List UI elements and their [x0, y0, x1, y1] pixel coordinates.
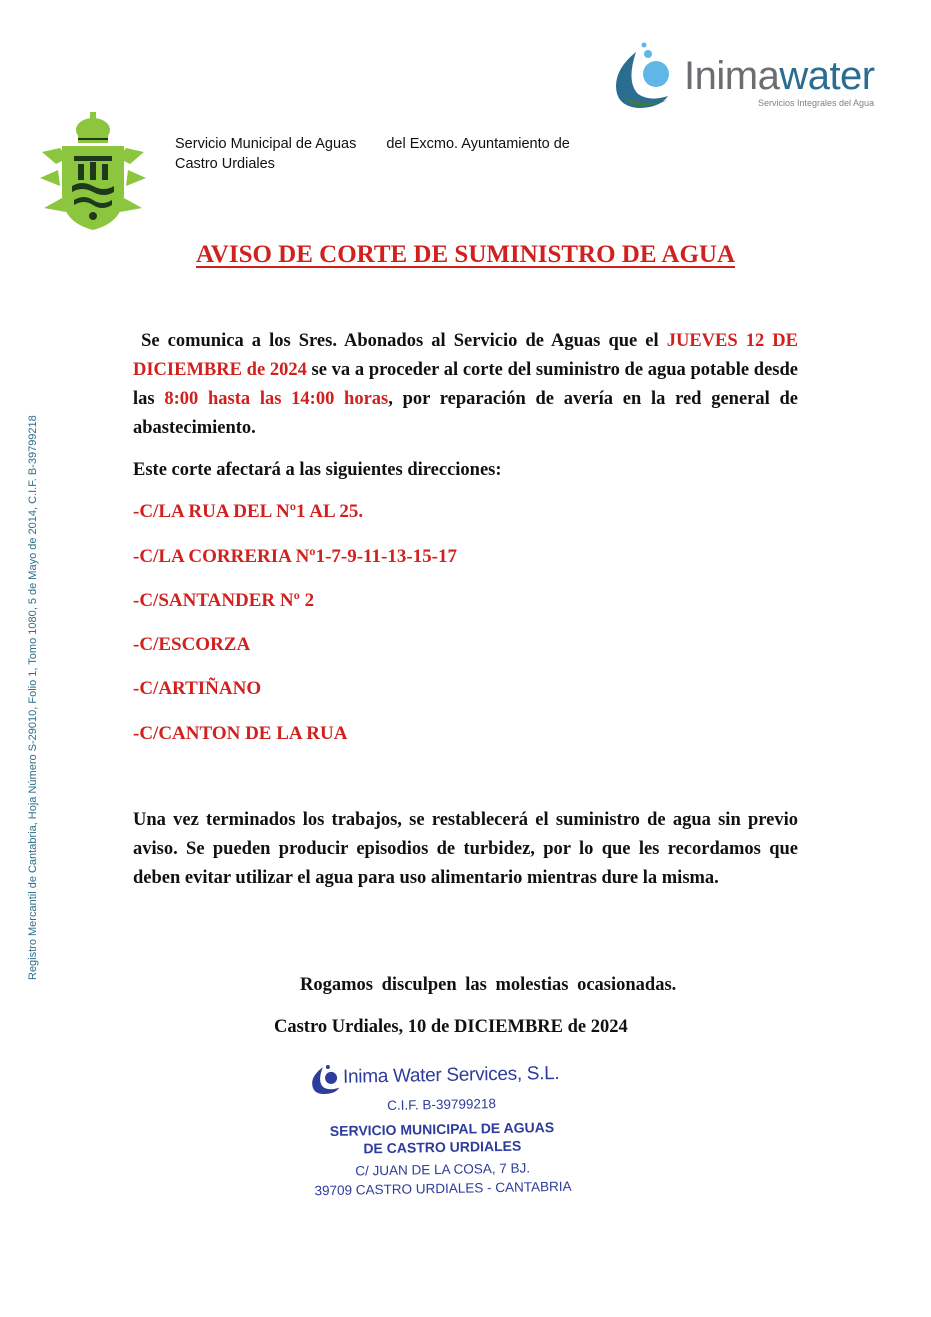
- water-drop-logo-icon: [610, 42, 680, 112]
- issuing-organization: [175, 134, 625, 174]
- stamp-cif: C.I.F. B-39799218: [387, 1096, 497, 1113]
- stamp-service-line1: SERVICIO MUNICIPAL DE AGUAS: [329, 1119, 555, 1139]
- intro-text-c: , por reparación de avería en la red general de abastecimiento.: [133, 389, 798, 438]
- intro-text-a: Se comunica a los Sres. Abonados al Servicio de Aguas que el: [141, 331, 667, 351]
- address-item: -C/ESCORZA: [133, 634, 251, 655]
- brand-tagline: Servicios Integrales del Agua: [758, 98, 875, 108]
- affected-heading: Este corte afectará a las siguientes direcciones:: [133, 460, 502, 480]
- address-item: -C/CANTON DE LA RUA: [133, 723, 348, 744]
- registry-note: Registro Mercantil de Cantabria, Hoja Número S-29010, Folio 1, Tomo 1080, 5 de Mayo de 2014, C.I.F. B-39799218: [27, 415, 39, 980]
- stamp-drop-icon: [309, 1063, 344, 1098]
- stamp-city: 39709 CASTRO URDIALES - CANTABRIA: [314, 1178, 572, 1199]
- brand-name: [684, 54, 875, 98]
- address-item: -C/SANTANDER Nº 2: [133, 590, 315, 611]
- notice-title: AVISO DE CORTE DE SUMINISTRO DE AGUA: [195, 241, 736, 268]
- outage-date: JUEVES 12 DE DICIEMBRE de 2024: [133, 331, 799, 380]
- company-stamp: [305, 1053, 580, 1208]
- org-name-part1: Servicio Municipal de Aguas: [175, 136, 357, 152]
- address-item: -C/LA RUA DEL Nº1 AL 25.: [133, 501, 364, 522]
- intro-text-b: se va a proceder al corte del suministro de agua potable desde las: [133, 360, 798, 409]
- org-name-part2: del Excmo. Ayuntamiento de: [386, 136, 570, 152]
- municipal-crest-icon: [38, 112, 148, 234]
- stamp-address: C/ JUAN DE LA COSA, 7 BJ.: [355, 1160, 531, 1179]
- org-name-line2: Castro Urdiales: [175, 156, 275, 172]
- address-item: -C/ARTIÑANO: [133, 678, 262, 699]
- brand-name-water: water: [779, 54, 875, 98]
- apology-line: Rogamos disculpen las molestias ocasionadas.: [300, 975, 677, 995]
- closing-paragraph: Una vez terminados los trabajos, se restablecerá el suministro de agua sin previo aviso. Se pueden producir episodios de turbidez, por lo que les recordamos que deben evitar utilizar el agua para uso alimentario mientras dure la misma.: [133, 810, 798, 888]
- stamp-company-name: Inima Water Services, S.L.: [342, 1062, 560, 1088]
- brand-name-inima: Inima: [684, 54, 780, 98]
- stamp-service-line2: DE CASTRO URDIALES: [363, 1137, 522, 1157]
- place-date: Castro Urdiales, 10 de DICIEMBRE de 2024: [274, 1017, 628, 1037]
- inimawater-logo: [610, 42, 900, 114]
- address-item: -C/LA CORRERIA Nº1-7-9-11-13-15-17: [133, 546, 457, 567]
- outage-hours: 8:00 hasta las 14:00 horas: [164, 389, 389, 409]
- notice-intro: [133, 327, 798, 443]
